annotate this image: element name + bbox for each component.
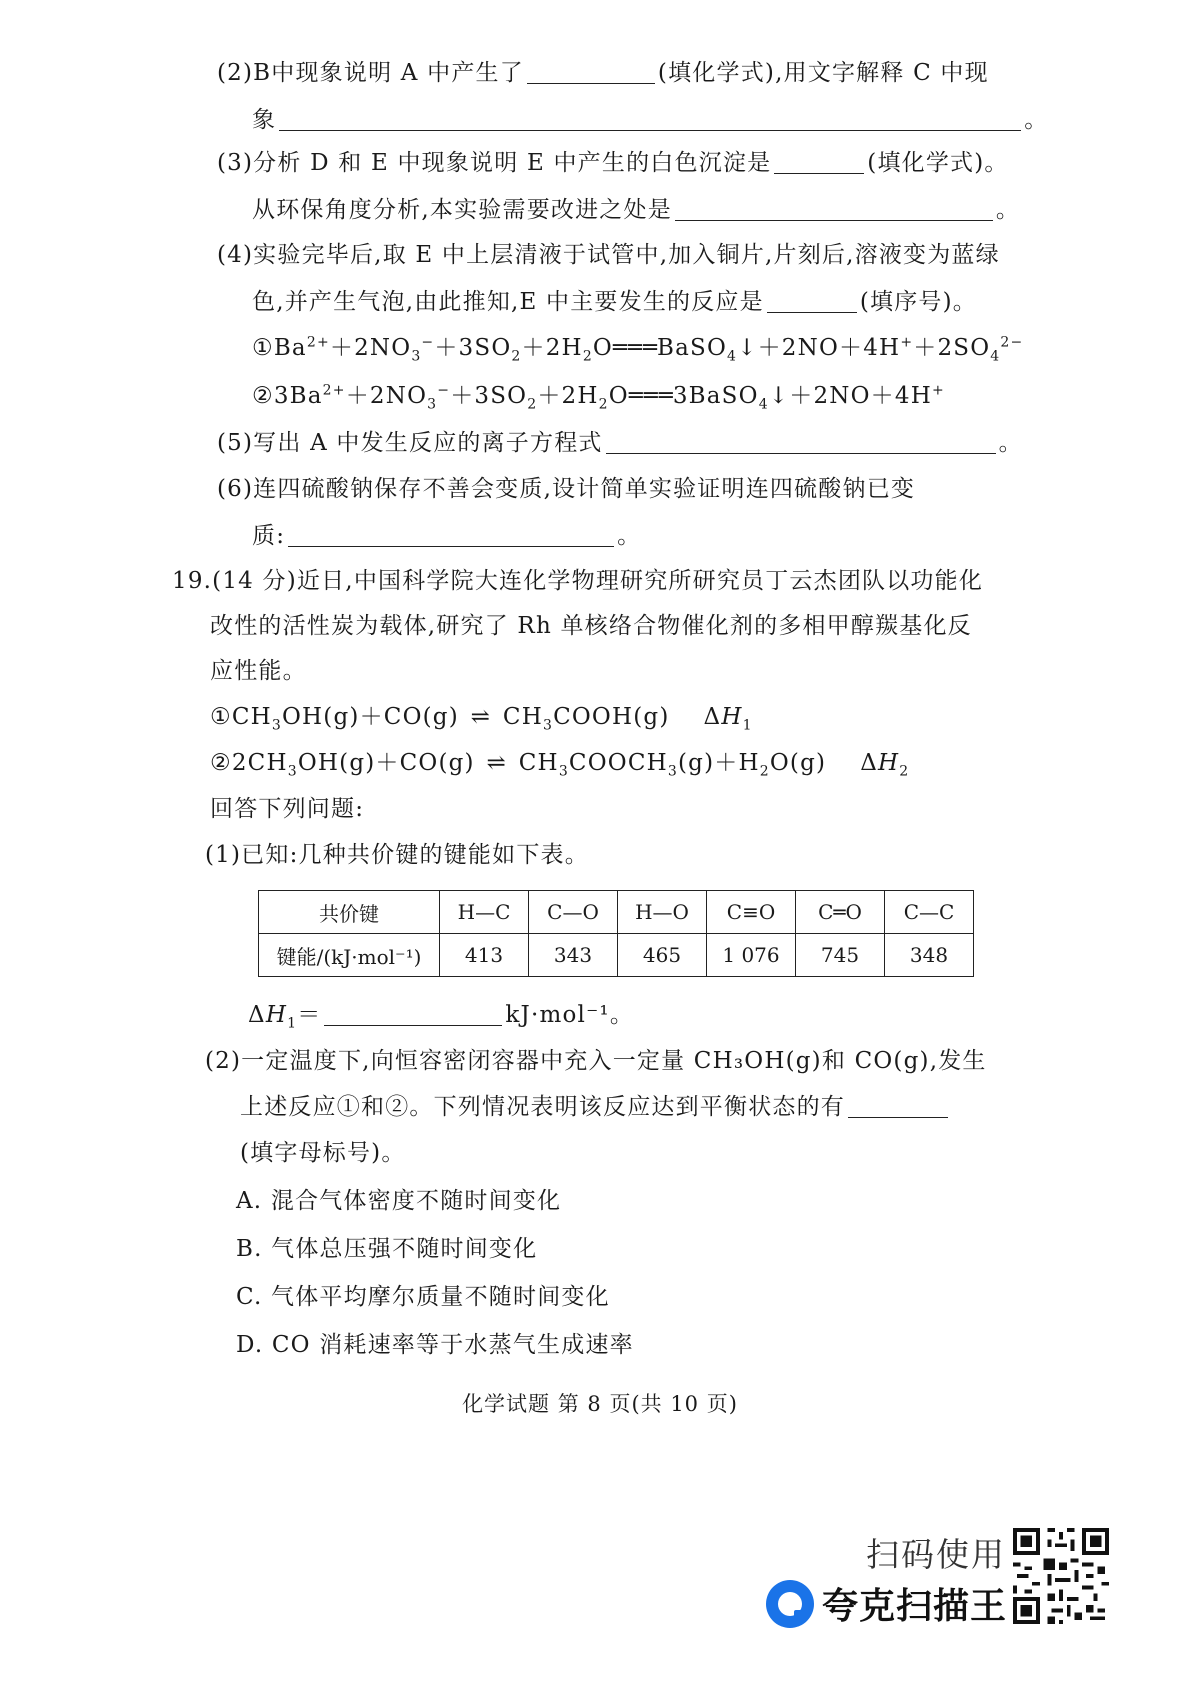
q18-p5-text-a: (5)写出 A 中发生反应的离子方程式 [217, 430, 603, 456]
q18-part3-line2 [252, 195, 1020, 225]
q18-part2-line1 [217, 58, 989, 88]
q18-p2-text-c: 象 [252, 107, 277, 133]
answer-blank[interactable] [279, 106, 1021, 131]
dh1-symbol: $\Delta H_1=$ [248, 1002, 322, 1032]
page-footer: 化学试题 第 8 页(共 10 页) [462, 1392, 738, 1416]
bond-type-cell: C—O [529, 891, 618, 934]
table-row [259, 891, 974, 934]
q19-intro-line3: 应性能。 [210, 658, 307, 684]
q18-part5 [217, 428, 1023, 458]
q18-p4-text-b: 色,并产生气泡,由此推知,E 中主要发生的反应是 [252, 289, 764, 315]
q19-part2-line1: (2)一定温度下,向恒容密闭容器中充入一定量 CH₃OH(g)和 CO(g),发生 [205, 1048, 987, 1074]
quark-logo-icon [766, 1580, 814, 1628]
equation-option-2: $②3Ba^{2+}+2NO_3^-+3SO_2+2H_2O═══3BaSO_4↓+2NO+4H^+$ [252, 382, 945, 413]
answer-blank[interactable] [288, 522, 614, 547]
period: 。 [995, 197, 1021, 223]
q18-part4-line2 [252, 287, 977, 317]
period: 。 [998, 430, 1023, 456]
brand-name: 夸克扫描王 [822, 1586, 1008, 1627]
q19-part1: (1)已知:几种共价键的键能如下表。 [205, 842, 589, 868]
answer-blank[interactable] [527, 59, 655, 84]
q18-p2-text-a: (2)B中现象说明 A 中产生了 [217, 60, 524, 86]
q18-part4-line1: (4)实验完毕后,取 E 中上层清液于试管中,加入铜片,片刻后,溶液变为蓝绿 [217, 242, 1000, 268]
bond-type-cell: C═O [796, 891, 885, 934]
qr-code-icon[interactable] [1013, 1528, 1109, 1624]
answer-blank[interactable] [767, 288, 857, 313]
q18-part6-line2 [252, 521, 641, 551]
q19-part2-line2 [240, 1092, 951, 1122]
q18-p3-text-c: 从环保角度分析,本实验需要改进之处是 [252, 197, 672, 223]
bond-energy-cell: 413 [440, 934, 529, 977]
bond-type-cell: C—C [885, 891, 974, 934]
bond-type-cell: H—O [618, 891, 707, 934]
answer-blank[interactable] [774, 149, 864, 174]
q19-intro-line2: 改性的活性炭为载体,研究了 Rh 单核络合物催化剂的多相甲醇羰基化反 [210, 613, 972, 639]
bond-energy-cell: 343 [529, 934, 618, 977]
q18-p2-text-b: (填化学式),用文字解释 C 中现 [657, 60, 989, 86]
reaction-1: $①CH_3OH(g)+CO(g)$ ⇌ $CH_3COOH(g)$ $\Delta H_1$ [210, 704, 753, 734]
q18-p3-text-b: (填化学式)。 [867, 150, 1009, 176]
q18-p4-text-c: (填序号)。 [859, 289, 977, 315]
q19-intro-line1: 19.(14 分)近日,中国科学院大连化学物理研究所研究员丁云杰团队以功能化 [172, 568, 984, 594]
answer-blank[interactable] [324, 1001, 502, 1026]
bond-energy-cell: 348 [885, 934, 974, 977]
option-b: B. 气体总压强不随时间变化 [236, 1236, 538, 1262]
bond-energy-cell: 1 076 [707, 934, 796, 977]
table-row-label: 键能/(kJ·mol⁻¹) [259, 934, 440, 977]
answer-blank[interactable] [606, 429, 996, 454]
option-a: A. 混合气体密度不随时间变化 [236, 1188, 562, 1214]
answer-prompt: 回答下列问题: [210, 796, 365, 822]
period: 。 [617, 523, 642, 549]
bond-energy-table [258, 890, 974, 977]
dh1-answer-line [248, 1000, 634, 1030]
brand-logo [766, 1578, 1007, 1629]
dh1-unit: kJ·mol⁻¹。 [505, 1002, 635, 1028]
bond-type-cell: H—C [440, 891, 529, 934]
answer-blank[interactable] [848, 1093, 948, 1118]
option-d: D. CO 消耗速率等于水蒸气生成速率 [236, 1332, 634, 1358]
answer-blank[interactable] [675, 196, 993, 221]
scan-to-use-text: 扫码使用 [866, 1535, 1006, 1574]
option-c: C. 气体平均摩尔质量不随时间变化 [236, 1284, 610, 1310]
table-row [259, 934, 974, 977]
equation-option-1: $①Ba^{2+}+2NO_3^-+3SO_2+2H_2O═══BaSO_4↓+2NO+4H^++2SO_4^{2-}$ [252, 334, 1024, 365]
bond-type-cell: C≡O [707, 891, 796, 934]
bond-energy-cell: 745 [796, 934, 885, 977]
q18-part6-line1: (6)连四硫酸钠保存不善会变质,设计简单实验证明连四硫酸钠已变 [217, 476, 916, 502]
q18-part3-line1 [217, 148, 1009, 178]
period: 。 [1024, 107, 1049, 133]
q19-p2-text-b: 上述反应①和②。下列情况表明该反应达到平衡状态的有 [240, 1094, 845, 1120]
q19-part2-line3: (填字母标号)。 [240, 1140, 406, 1166]
q18-part2-line2 [252, 105, 1048, 135]
q18-p3-text-a: (3)分析 D 和 E 中现象说明 E 中产生的白色沉淀是 [217, 150, 772, 176]
q18-p6-text-b: 质: [252, 523, 286, 549]
table-header-label: 共价键 [259, 891, 440, 934]
bond-energy-cell: 465 [618, 934, 707, 977]
reaction-2: $②2CH_3OH(g)+CO(g)$ ⇌ $CH_3COOCH_3(g)+H_2O(g)$ $\Delta H_2$ [210, 750, 910, 780]
